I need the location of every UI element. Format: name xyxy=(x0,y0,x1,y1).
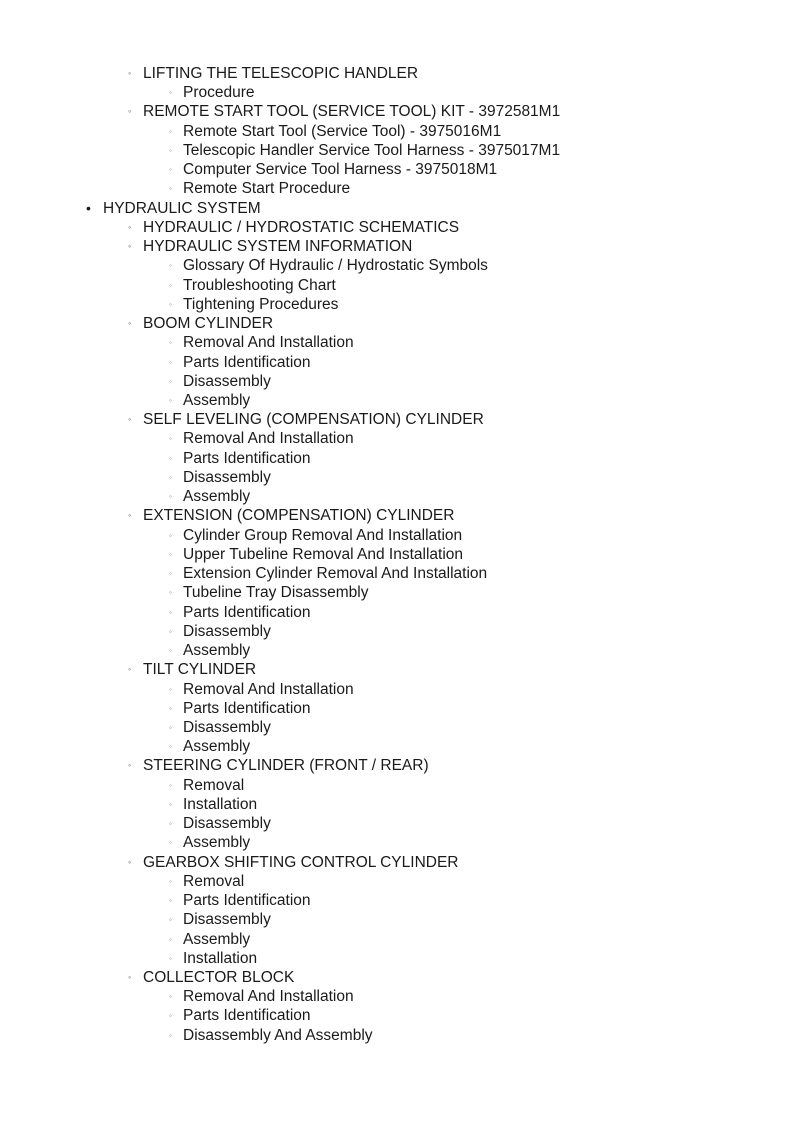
bullet-icon: ◦ xyxy=(169,953,172,963)
bullet-icon: ◦ xyxy=(169,703,172,713)
toc-topic xyxy=(0,833,794,852)
toc-chapter xyxy=(0,660,794,679)
toc-entry-label: Assembly xyxy=(183,738,251,756)
toc-entry-label: Assembly xyxy=(183,488,251,506)
bullet-icon: ◦ xyxy=(169,646,172,656)
bullet-icon: ◦ xyxy=(169,819,172,829)
toc-entry-label: TILT CYLINDER xyxy=(143,661,257,679)
toc-entry-label: Disassembly xyxy=(183,468,271,486)
toc-topic xyxy=(0,641,794,660)
bullet-icon: ◦ xyxy=(169,280,172,290)
bullet-icon: ◦ xyxy=(169,472,172,482)
bullet-icon: ◦ xyxy=(169,876,172,886)
toc-entry-label: Removal xyxy=(183,872,245,890)
bullet-icon: ◦ xyxy=(169,934,172,944)
toc-entry-label: Disassembly And Assembly xyxy=(183,1026,373,1044)
toc-chapter xyxy=(0,314,794,333)
toc-entry-label: Remote Start Tool (Service Tool) - 3975016M1 xyxy=(183,122,502,140)
bullet-icon: ◦ xyxy=(169,896,172,906)
toc-entry-label: Parts Identification xyxy=(183,449,311,467)
bullet-icon: ◦ xyxy=(128,760,132,771)
toc-entry-label: HYDRAULIC / HYDROSTATIC SCHEMATICS xyxy=(143,218,460,236)
bullet-icon: ◦ xyxy=(169,376,172,386)
toc-entry-label: Remote Start Procedure xyxy=(183,180,351,198)
bullet-icon: ◦ xyxy=(169,299,172,309)
bullet-icon: ◦ xyxy=(128,414,132,425)
toc-entry-label: Troubleshooting Chart xyxy=(183,276,336,294)
toc-topic xyxy=(0,141,794,160)
toc-entry-label: HYDRAULIC SYSTEM INFORMATION xyxy=(143,238,413,256)
bullet-icon: ◦ xyxy=(169,88,172,98)
toc-entry-label: Removal xyxy=(183,776,245,794)
toc-topic xyxy=(0,122,794,141)
toc-chapter xyxy=(0,102,794,121)
toc-topic xyxy=(0,910,794,929)
toc-topic xyxy=(0,449,794,468)
toc-entry-label: Assembly xyxy=(183,834,251,852)
toc-topic xyxy=(0,353,794,372)
toc-topic xyxy=(0,699,794,718)
toc-entry-label: Disassembly xyxy=(183,815,271,833)
toc-entry-label: Parts Identification xyxy=(183,1007,311,1025)
bullet-icon: ◦ xyxy=(169,799,172,809)
toc-topic xyxy=(0,83,794,102)
bullet-icon: • xyxy=(86,199,91,216)
toc-topic xyxy=(0,526,794,545)
bullet-icon: ◦ xyxy=(169,992,172,1002)
bullet-icon: ◦ xyxy=(169,184,172,194)
bullet-icon: ◦ xyxy=(169,530,172,540)
bullet-icon: ◦ xyxy=(169,722,172,732)
toc-entry-label: Disassembly xyxy=(183,622,271,640)
toc-entry-label: Removal And Installation xyxy=(183,680,354,698)
toc-entry-label: STEERING CYLINDER (FRONT / REAR) xyxy=(143,757,429,775)
toc-topic xyxy=(0,603,794,622)
bullet-icon: ◦ xyxy=(169,780,172,790)
bullet-icon: ◦ xyxy=(128,241,132,252)
toc-entry-label: Assembly xyxy=(183,391,251,409)
bullet-icon: ◦ xyxy=(169,145,172,155)
toc-entry-label: Assembly xyxy=(183,642,251,660)
toc-entry-label: HYDRAULIC SYSTEM xyxy=(103,199,261,217)
toc-topic xyxy=(0,737,794,756)
toc-entry-label: Extension Cylinder Removal And Installation xyxy=(183,565,488,583)
toc-topic xyxy=(0,256,794,275)
bullet-icon: ◦ xyxy=(128,68,132,78)
toc-entry-label: Disassembly xyxy=(183,718,271,736)
toc-chapter xyxy=(0,853,794,872)
toc-chapter xyxy=(0,506,794,525)
toc-topic xyxy=(0,1006,794,1025)
toc-topic xyxy=(0,680,794,699)
toc-entry-label: Procedure xyxy=(183,84,255,102)
toc-topic xyxy=(0,622,794,641)
toc-topic xyxy=(0,987,794,1006)
bullet-icon: ◦ xyxy=(169,684,172,694)
toc-topic xyxy=(0,545,794,564)
toc-entry-label: Cylinder Group Removal And Installation xyxy=(183,526,463,544)
toc-topic xyxy=(0,487,794,506)
toc-topic xyxy=(0,814,794,833)
toc-topic xyxy=(0,930,794,949)
toc-chapter xyxy=(0,218,794,237)
toc-topic xyxy=(0,872,794,891)
toc-entry-label: Telescopic Handler Service Tool Harness - 3975017M1 xyxy=(183,141,561,159)
toc-entry-label: Removal And Installation xyxy=(183,334,354,352)
toc-topic xyxy=(0,718,794,737)
bullet-icon: ◦ xyxy=(169,126,172,136)
toc-chapter xyxy=(0,64,794,83)
bullet-icon: ◦ xyxy=(169,1011,172,1021)
toc-entry-label: Assembly xyxy=(183,930,251,948)
toc-entry-label: Removal And Installation xyxy=(183,988,354,1006)
table-of-contents xyxy=(0,64,794,1045)
bullet-icon: ◦ xyxy=(169,838,172,848)
bullet-icon: ◦ xyxy=(128,510,132,521)
bullet-icon: ◦ xyxy=(128,221,132,232)
bullet-icon: ◦ xyxy=(169,569,172,579)
toc-topic xyxy=(0,468,794,487)
bullet-icon: ◦ xyxy=(169,357,172,367)
toc-topic xyxy=(0,333,794,352)
toc-entry-label: LIFTING THE TELESCOPIC HANDLER xyxy=(143,65,419,82)
toc-topic xyxy=(0,891,794,910)
toc-section xyxy=(0,199,794,218)
bullet-icon: ◦ xyxy=(128,664,132,675)
toc-topic xyxy=(0,1026,794,1045)
toc-chapter xyxy=(0,968,794,987)
bullet-icon: ◦ xyxy=(169,549,172,559)
bullet-icon: ◦ xyxy=(128,856,132,867)
bullet-icon: ◦ xyxy=(169,607,172,617)
toc-topic xyxy=(0,564,794,583)
bullet-icon: ◦ xyxy=(169,626,172,636)
toc-entry-label: Upper Tubeline Removal And Installation xyxy=(183,545,464,563)
bullet-icon: ◦ xyxy=(169,165,172,175)
toc-topic xyxy=(0,295,794,314)
toc-entry-label: Glossary Of Hydraulic / Hydrostatic Symbols xyxy=(183,257,488,275)
toc-entry-label: COLLECTOR BLOCK xyxy=(143,969,295,987)
toc-entry-label: Parts Identification xyxy=(183,892,311,910)
toc-entry-label: Disassembly xyxy=(183,911,271,929)
bullet-icon: ◦ xyxy=(128,106,132,117)
toc-entry-label: REMOTE START TOOL (SERVICE TOOL) KIT - 3972581M1 xyxy=(143,103,561,121)
bullet-icon: ◦ xyxy=(169,1030,172,1040)
toc-topic xyxy=(0,179,794,198)
toc-topic xyxy=(0,776,794,795)
toc-chapter xyxy=(0,410,794,429)
bullet-icon: ◦ xyxy=(169,434,172,444)
toc-topic xyxy=(0,391,794,410)
bullet-icon: ◦ xyxy=(169,261,172,271)
bullet-icon: ◦ xyxy=(128,972,132,983)
bullet-icon: ◦ xyxy=(169,588,172,598)
toc-entry-label: Disassembly xyxy=(183,372,271,390)
toc-topic xyxy=(0,949,794,968)
bullet-icon: ◦ xyxy=(169,742,172,752)
toc-topic xyxy=(0,429,794,448)
bullet-icon: ◦ xyxy=(169,453,172,463)
toc-entry-label: Parts Identification xyxy=(183,699,311,717)
toc-entry-label: Computer Service Tool Harness - 3975018M1 xyxy=(183,161,498,179)
toc-entry-label: Parts Identification xyxy=(183,603,311,621)
toc-chapter xyxy=(0,237,794,256)
toc-topic xyxy=(0,160,794,179)
bullet-icon: ◦ xyxy=(169,395,172,405)
toc-entry-label: Tightening Procedures xyxy=(183,295,339,313)
toc-entry-label: Tubeline Tray Disassembly xyxy=(183,584,369,602)
toc-entry-label: Removal And Installation xyxy=(183,430,354,448)
toc-topic xyxy=(0,795,794,814)
toc-entry-label: Installation xyxy=(183,795,258,813)
toc-entry-label: Parts Identification xyxy=(183,353,311,371)
toc-topic xyxy=(0,583,794,602)
bullet-icon: ◦ xyxy=(169,915,172,925)
toc-topic xyxy=(0,276,794,295)
toc-entry-label: GEARBOX SHIFTING CONTROL CYLINDER xyxy=(143,853,459,871)
bullet-icon: ◦ xyxy=(128,318,132,329)
bullet-icon: ◦ xyxy=(169,492,172,502)
toc-entry-label: SELF LEVELING (COMPENSATION) CYLINDER xyxy=(143,411,484,429)
toc-topic xyxy=(0,372,794,391)
toc-chapter xyxy=(0,756,794,775)
toc-entry-label: EXTENSION (COMPENSATION) CYLINDER xyxy=(143,507,455,525)
toc-entry-label: Installation xyxy=(183,949,258,967)
toc-entry-label: BOOM CYLINDER xyxy=(143,315,274,333)
bullet-icon: ◦ xyxy=(169,338,172,348)
